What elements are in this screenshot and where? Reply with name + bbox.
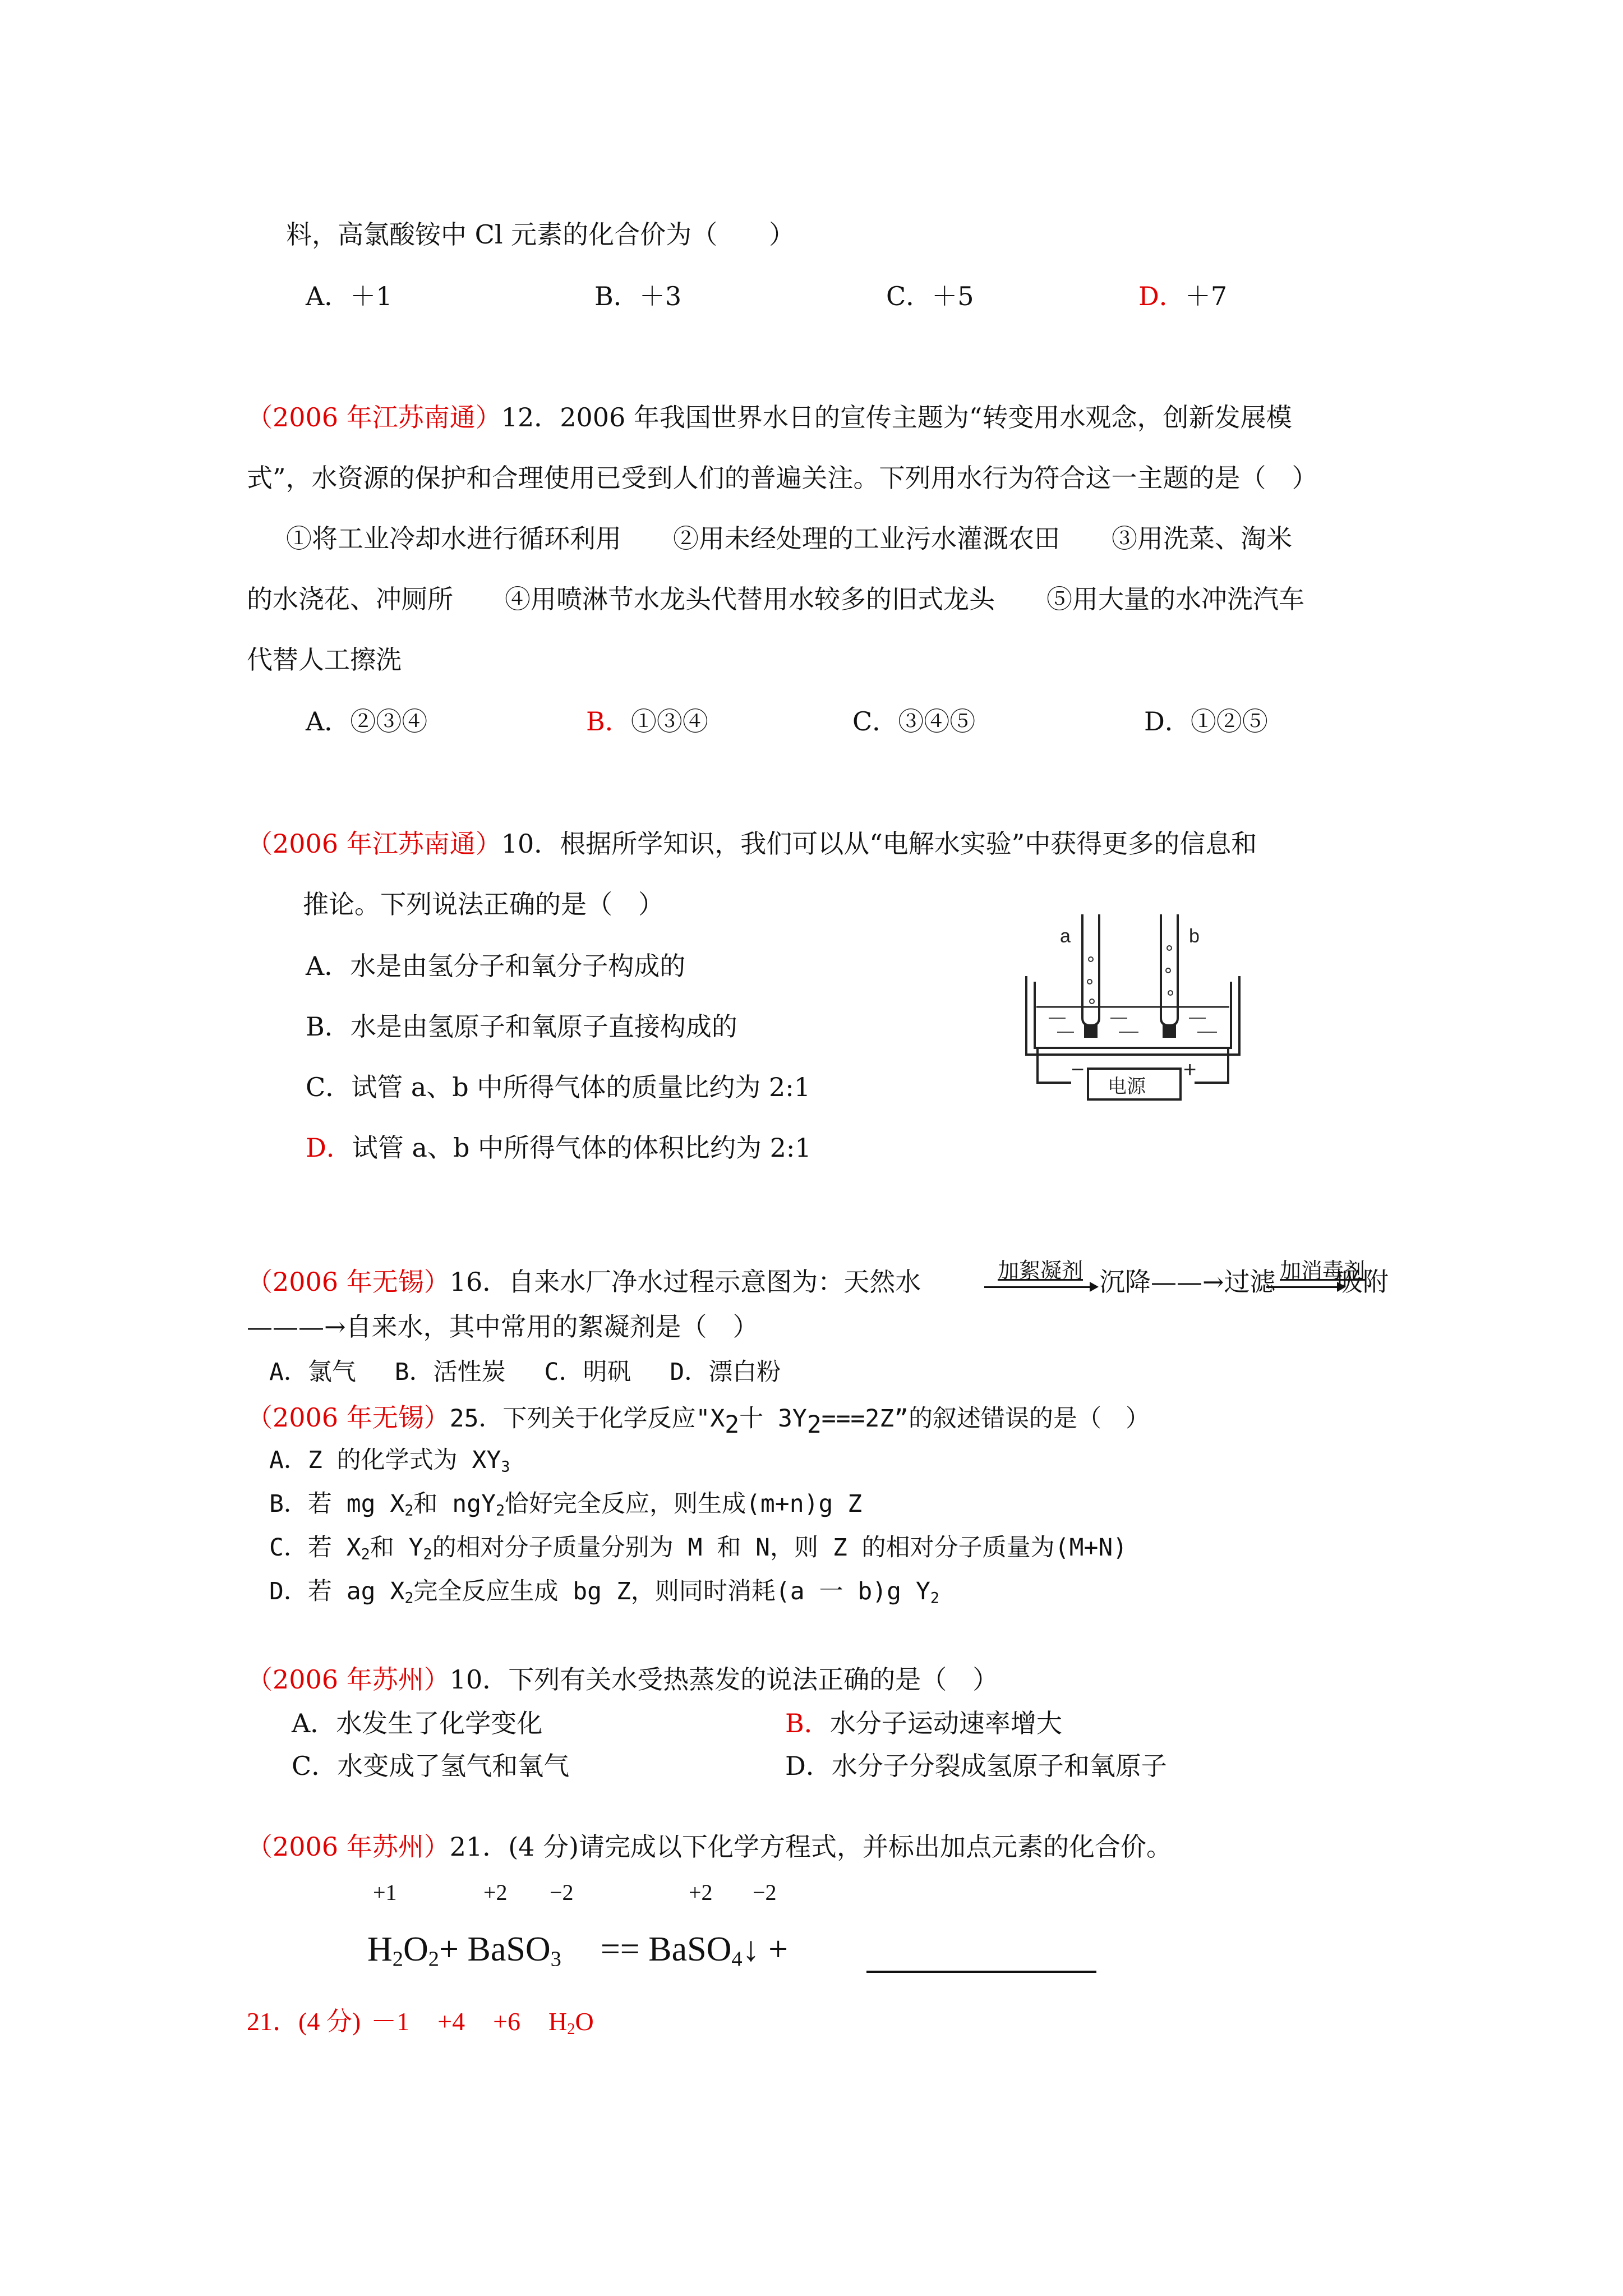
q10b-option-c: C．水变成了氢气和氧气 xyxy=(292,1751,570,1781)
valence-ba-2: +2 xyxy=(689,1880,713,1905)
q10a-option-a: A．水是由氢分子和氧分子构成的 xyxy=(306,951,686,981)
q10a-option-c: C．试管 a、b 中所得气体的质量比约为 2:1 xyxy=(306,1072,810,1102)
q12-line1: （2006 年江苏南通）12．2006 年我国世界水日的宣传主题为“转变用水观念，创新发展模 xyxy=(247,402,1292,432)
valence-h: +1 xyxy=(373,1880,397,1905)
q10b-option-d: D．水分子分裂成氢原子和氧原子 xyxy=(785,1751,1167,1781)
q11-option-a: A．＋1 xyxy=(306,281,393,311)
q10b-option-b: B．水分子运动速率增大 xyxy=(785,1708,1062,1738)
valence-o-2: −2 xyxy=(753,1880,777,1905)
q12-line2: 式”，水资源的保护和合理使用已受到人们的普遍关注。下列用水行为符合这一主题的是（ ） xyxy=(247,463,1318,493)
step-adsorption: 吸附 xyxy=(1337,1267,1389,1297)
flocculant-arrow: 加絮凝剂 xyxy=(984,1259,1096,1299)
tube-b-label: b xyxy=(1189,926,1200,947)
step-sedimentation: 沉降——→过滤 xyxy=(1099,1267,1276,1297)
q11-option-c: C．＋5 xyxy=(886,281,974,311)
q25-option-b: B．若 mg $X_2$和 ngY$_2$恰好完全反应，则生成(m+n)g Z xyxy=(269,1490,863,1520)
q25-source: （2006 年无锡） xyxy=(247,1402,450,1433)
q10b-option-a: A．水发生了化学变化 xyxy=(292,1708,543,1738)
q21-answer: 21．(4 分) －1 +4 +6 $H_2O$ xyxy=(247,2007,594,2039)
q25-option-d: D．若 ag $X_2$完全反应生成 bg Z，则同时消耗(a 一 b)g $Y_2$ xyxy=(269,1577,939,1607)
q11-option-b: B．＋3 xyxy=(594,281,682,311)
answer-blank xyxy=(866,1971,1096,1973)
q11-option-d: D．＋7 xyxy=(1138,281,1228,311)
disinfectant-arrow: 加消毒剂 xyxy=(1266,1259,1378,1299)
q12-option-c: C．③④⑤ xyxy=(852,706,976,737)
tube-a-label: a xyxy=(1060,926,1071,947)
q10b-source: （2006 年苏州） xyxy=(247,1664,450,1695)
minus-terminal: − xyxy=(1071,1057,1085,1082)
q10b-stem: （2006 年苏州）10．下列有关水受热蒸发的说法正确的是（ ） xyxy=(247,1664,999,1695)
q25-option-c: C．若 $X_2$和 $Y_2$的相对分子质量分别为 M 和 N，则 Z 的相对分子质量为(M+N) xyxy=(269,1534,1128,1563)
power-source-label: 电源 xyxy=(1108,1075,1146,1098)
chemical-equation: $H_2O_2+$ BaSO$_3$ == BaSO$_4$↓ + xyxy=(367,1930,789,1971)
q12-source: （2006 年江苏南通） xyxy=(247,402,501,432)
q16-options: A．氯气 B．活性炭 C．明矾 D．漂白粉 xyxy=(269,1358,781,1386)
q10a-source: （2006 年江苏南通） xyxy=(247,829,501,859)
q12-line3: ①将工业冷却水进行循环利用 ②用未经处理的工业污水灌溉农田 ③用洗菜、淘米 xyxy=(286,523,1292,554)
q10a-line1: （2006 年江苏南通）10．根据所学知识，我们可以从“电解水实验”中获得更多的信息和 xyxy=(247,829,1257,859)
electrolysis-apparatus-figure xyxy=(1004,898,1262,1133)
q16-line2: ———→自来水，其中常用的絮凝剂是（ ） xyxy=(247,1312,759,1342)
q25-option-a: A．Z 的化学式为 $XY_3$ xyxy=(269,1446,510,1476)
q12-line4: 的水浇花、冲厕所 ④用喷淋节水龙头代替用水较多的旧式龙头 ⑤用大量的水冲洗汽车 xyxy=(247,584,1304,614)
q12-option-d: D．①②⑤ xyxy=(1144,706,1268,737)
q21-source: （2006 年苏州） xyxy=(247,1832,450,1862)
q12-line5: 代替人工擦洗 xyxy=(247,645,402,675)
valence-o-1: −2 xyxy=(550,1880,574,1905)
q25-stem: （2006 年无锡）25．下列关于化学反应"$X_2$十 $3Y_2===2Z$”的叙述错误的是（ ） xyxy=(247,1402,1150,1439)
q12-option-b: B．①③④ xyxy=(586,706,708,737)
q16-line1: （2006 年无锡）16．自来水厂净水过程示意图为：天然水 xyxy=(247,1267,921,1297)
q11-stem: 料，高氯酸铵中 Cl 元素的化合价为（ ） xyxy=(286,219,795,250)
q10a-line2: 推论。下列说法正确的是（ ） xyxy=(303,889,664,919)
q10a-option-d: D．试管 a、b 中所得气体的体积比约为 2:1 xyxy=(306,1133,811,1163)
q10a-option-b: B．水是由氢原子和氧原子直接构成的 xyxy=(306,1011,737,1042)
q12-option-a: A．②③④ xyxy=(306,706,428,737)
q16-source: （2006 年无锡） xyxy=(247,1267,450,1297)
q21-stem: （2006 年苏州）21．(4 分)请完成以下化学方程式，并标出加点元素的化合价。 xyxy=(247,1832,1173,1862)
valence-ba-1: +2 xyxy=(483,1880,508,1905)
plus-terminal: + xyxy=(1183,1057,1197,1082)
